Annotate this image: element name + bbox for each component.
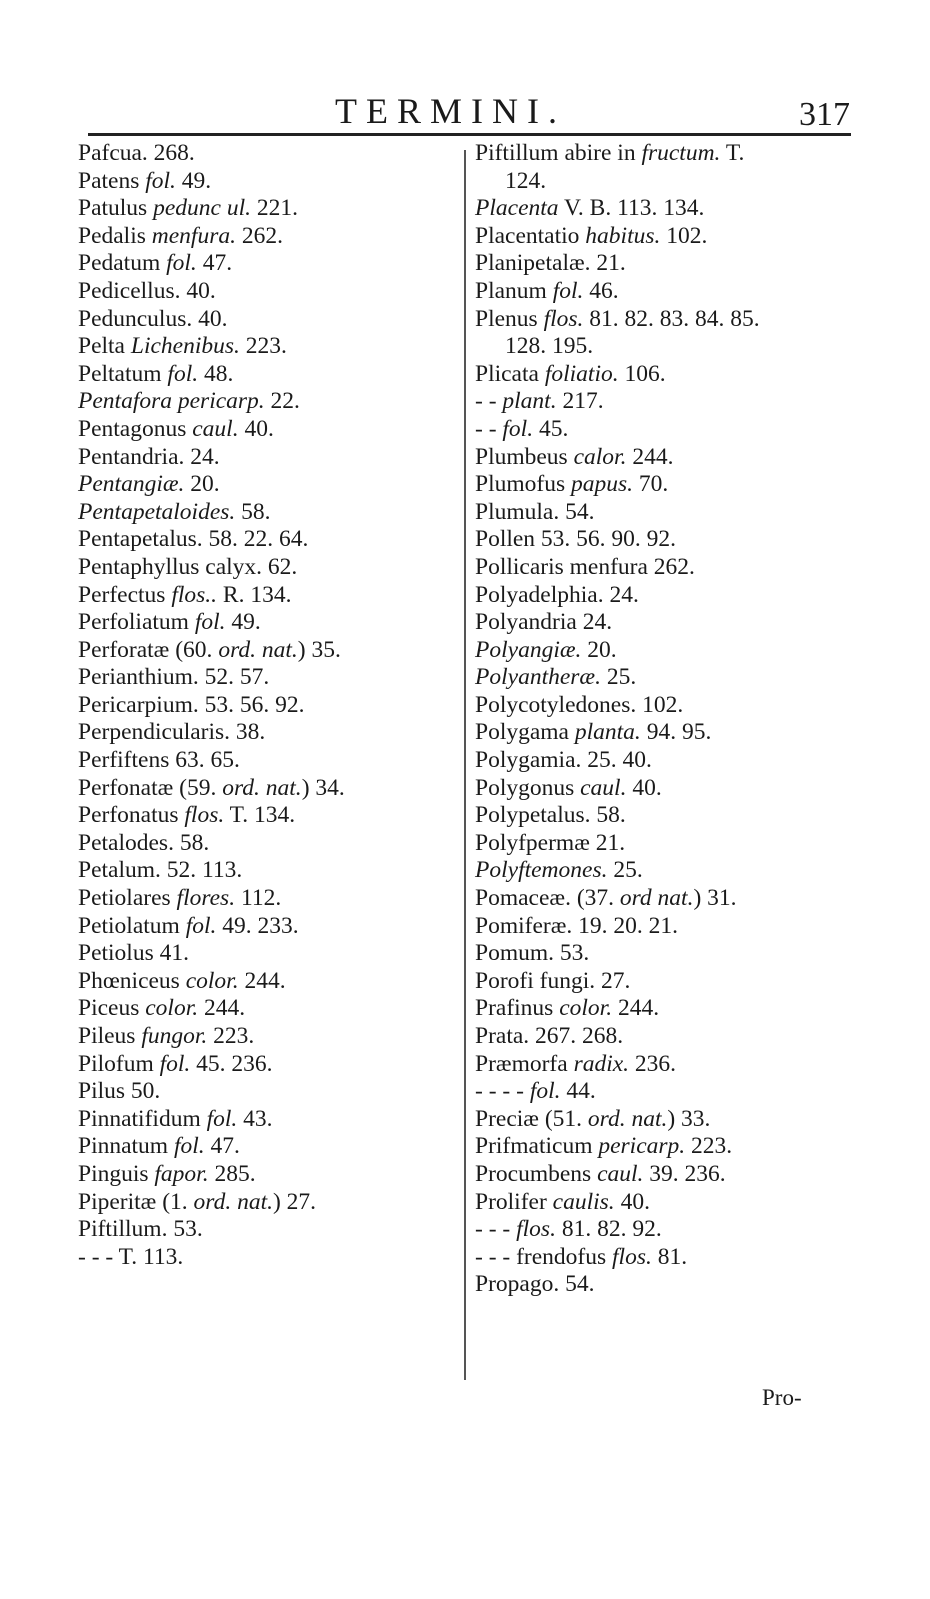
entry-italic-text: radix. bbox=[573, 1050, 630, 1077]
entry-text: Pedicellus. 40. bbox=[78, 277, 216, 304]
index-entry bbox=[78, 1161, 458, 1189]
entry-text: 223. bbox=[239, 333, 287, 360]
entry-text: Perfectus bbox=[78, 581, 172, 608]
entry-text: T. bbox=[720, 140, 745, 166]
entry-text: Prafinus bbox=[475, 995, 560, 1022]
index-entry bbox=[475, 582, 855, 610]
index-entry bbox=[78, 499, 458, 527]
entry-italic-text: flores. bbox=[176, 885, 236, 912]
entry-text: 58. bbox=[235, 498, 271, 525]
entry-italic-text: Polyftemones. bbox=[475, 857, 608, 884]
index-entry bbox=[78, 885, 458, 913]
index-entry bbox=[475, 1023, 855, 1051]
index-entry bbox=[475, 1216, 855, 1244]
entry-italic-text: caul. bbox=[580, 774, 627, 801]
entry-text: Pafcua. 268. bbox=[78, 140, 195, 166]
page-title: TERMINI. bbox=[335, 91, 566, 131]
entry-text: Pomaceæ. (37. bbox=[475, 885, 620, 912]
index-entry bbox=[475, 1161, 855, 1189]
entry-text: 40. bbox=[614, 1188, 650, 1215]
entry-text: 128. 195. bbox=[505, 333, 594, 360]
index-entry bbox=[475, 306, 855, 334]
entry-text: 244. bbox=[238, 967, 286, 994]
entry-text: Petiolares bbox=[78, 885, 177, 912]
entry-text: Pinguis bbox=[78, 1160, 155, 1187]
entry-italic-text: fol. bbox=[206, 1105, 238, 1132]
entry-italic-text: Polyantheræ. bbox=[475, 664, 601, 691]
entry-text: Plicata bbox=[475, 360, 545, 387]
entry-text: ) 33. bbox=[667, 1105, 711, 1132]
entry-italic-text: fol. bbox=[529, 1078, 561, 1105]
entry-italic-text: ord. nat. bbox=[222, 774, 302, 801]
index-entry bbox=[78, 444, 458, 472]
index-entry bbox=[78, 830, 458, 858]
entry-text: 44. bbox=[560, 1078, 596, 1105]
entry-text: Polygamia. 25. 40. bbox=[475, 747, 652, 774]
entry-text: Placentatio bbox=[475, 222, 586, 249]
entry-text: 70. bbox=[633, 471, 669, 498]
entry-text: 124. bbox=[505, 167, 547, 194]
entry-text: Pentagonus bbox=[78, 415, 193, 442]
catchword: Pro- bbox=[762, 1385, 802, 1410]
index-entry bbox=[475, 940, 855, 968]
index-entry bbox=[78, 940, 458, 968]
entry-text: Pentandria. 24. bbox=[78, 443, 220, 470]
entry-text: 45. bbox=[533, 415, 569, 442]
entry-text: Pilofum bbox=[78, 1050, 160, 1077]
index-entry bbox=[78, 609, 458, 637]
entry-text: 221. bbox=[250, 195, 298, 222]
index-entry bbox=[475, 1271, 855, 1299]
header-rule bbox=[88, 133, 851, 136]
entry-text: 106. bbox=[618, 360, 666, 387]
index-entry bbox=[475, 995, 855, 1023]
index-entry bbox=[78, 223, 458, 251]
entry-italic-text: flos.. bbox=[171, 581, 218, 608]
entry-text: Pilus 50. bbox=[78, 1078, 161, 1105]
entry-text: 40. bbox=[238, 415, 274, 442]
entry-italic-text: fol. bbox=[159, 1050, 191, 1077]
entry-italic-text: fol. bbox=[552, 277, 584, 304]
entry-text: - - bbox=[475, 388, 503, 415]
entry-text: Polyfpermæ 21. bbox=[475, 829, 626, 856]
index-entry bbox=[475, 692, 855, 720]
page-number: 317 bbox=[799, 96, 850, 133]
entry-italic-text: flos. bbox=[612, 1243, 652, 1270]
entry-text: Plumbeus bbox=[475, 443, 574, 470]
column-divider bbox=[464, 150, 466, 1380]
entry-text: Præmorfa bbox=[475, 1050, 574, 1077]
entry-italic-text: fol. bbox=[502, 415, 534, 442]
entry-text: 25. bbox=[600, 664, 637, 691]
index-entry bbox=[475, 1244, 855, 1272]
entry-text: 112. bbox=[235, 885, 282, 912]
index-entry bbox=[475, 885, 855, 913]
entry-italic-text: flos. bbox=[543, 305, 584, 332]
index-entry bbox=[78, 802, 458, 830]
entry-text: Perforatæ (60. bbox=[78, 636, 219, 663]
index-entry bbox=[78, 968, 458, 996]
entry-text: Perfonatæ (59. bbox=[78, 774, 223, 801]
entry-text: Polygonus bbox=[475, 774, 581, 801]
entry-text: 81. 82. 83. 84. 85. bbox=[583, 305, 760, 332]
entry-text: 22. bbox=[264, 388, 300, 415]
index-entry bbox=[78, 637, 458, 665]
entry-text: 46. bbox=[583, 277, 619, 304]
index-entry bbox=[78, 333, 458, 361]
entry-italic-text: ord. nat. bbox=[587, 1105, 668, 1132]
entry-text: Pinnatifidum bbox=[78, 1105, 207, 1132]
index-entry bbox=[78, 857, 458, 885]
index-entry bbox=[78, 140, 458, 168]
entry-italic-text: foliatio. bbox=[544, 360, 619, 387]
index-entry bbox=[78, 913, 458, 941]
index-entry bbox=[78, 582, 458, 610]
entry-italic-text: Lichenibus. bbox=[130, 333, 240, 360]
running-header bbox=[80, 78, 850, 136]
entry-text: Patens bbox=[78, 167, 146, 194]
entry-text: 285. bbox=[208, 1160, 256, 1187]
entry-text: 49. bbox=[175, 167, 212, 194]
entry-text: Plenus bbox=[475, 305, 544, 332]
entry-text: Polyadelphia. 24. bbox=[475, 581, 639, 608]
entry-text: Pentaphyllus calyx. 62. bbox=[78, 553, 298, 580]
index-entry bbox=[78, 1023, 458, 1051]
index-entry bbox=[475, 499, 855, 527]
entry-text: 94. 95. bbox=[640, 719, 712, 746]
index-entry bbox=[475, 444, 855, 472]
entry-text: 244. bbox=[626, 443, 674, 470]
index-entry bbox=[475, 471, 855, 499]
index-entry bbox=[475, 333, 855, 361]
entry-text: Prolifer bbox=[475, 1188, 553, 1215]
entry-text: Pinnatum bbox=[78, 1133, 174, 1160]
index-column-right bbox=[475, 140, 855, 1299]
index-entry bbox=[78, 471, 458, 499]
entry-text: Perpendicularis. 38. bbox=[78, 719, 266, 746]
entry-text: ) 34. bbox=[301, 774, 345, 801]
entry-text: Phœniceus bbox=[78, 967, 186, 994]
entry-text: T. 134. bbox=[224, 802, 296, 829]
entry-text: Pileus bbox=[78, 1023, 142, 1049]
entry-italic-text: ord. nat. bbox=[193, 1188, 273, 1215]
entry-italic-text: habitus. bbox=[585, 222, 661, 249]
entry-text: 81. 82. 92. bbox=[555, 1216, 662, 1243]
entry-italic-text: papus. bbox=[570, 471, 634, 498]
entry-text: Pollen 53. 56. 90. 92. bbox=[475, 526, 677, 553]
entry-text: Perfiftens 63. 65. bbox=[78, 747, 240, 774]
entry-text: 236. bbox=[629, 1050, 677, 1077]
index-entry bbox=[475, 250, 855, 278]
entry-text: ) 35. bbox=[297, 636, 341, 663]
entry-italic-text: Placenta bbox=[475, 195, 559, 222]
index-entry bbox=[475, 278, 855, 306]
index-entry bbox=[475, 1133, 855, 1161]
entry-italic-text: Pentangiæ. bbox=[78, 471, 185, 498]
entry-text: Polycotyledones. 102. bbox=[475, 691, 684, 718]
entry-italic-text: ord. nat. bbox=[218, 636, 298, 663]
entry-text: Perianthium. 52. 57. bbox=[78, 664, 270, 691]
index-entry bbox=[475, 1189, 855, 1217]
entry-italic-text: color. bbox=[559, 995, 613, 1022]
entry-text: - - - T. 113. bbox=[78, 1243, 184, 1270]
entry-italic-text: planta. bbox=[574, 719, 641, 746]
index-entry bbox=[475, 747, 855, 775]
entry-italic-text: Pentapetaloides. bbox=[78, 498, 236, 525]
entry-italic-text: pedunc ul. bbox=[153, 195, 251, 222]
index-entry bbox=[475, 830, 855, 858]
entry-text: Preciæ (51. bbox=[475, 1105, 588, 1132]
entry-italic-text: plant. bbox=[502, 388, 557, 415]
index-entry bbox=[78, 775, 458, 803]
index-entry bbox=[475, 388, 855, 416]
entry-italic-text: ord nat. bbox=[619, 885, 694, 912]
entry-text: Polyandria 24. bbox=[475, 609, 613, 636]
index-entry bbox=[78, 168, 458, 196]
entry-text: - - - bbox=[475, 1216, 517, 1243]
index-entry bbox=[475, 168, 855, 196]
entry-text: Plumula. 54. bbox=[475, 498, 595, 525]
index-entry bbox=[78, 195, 458, 223]
entry-text: Pomiferæ. 19. 20. 21. bbox=[475, 912, 679, 939]
entry-italic-text: color. bbox=[145, 995, 199, 1022]
entry-italic-text: flos. bbox=[184, 802, 225, 829]
index-entry bbox=[78, 1051, 458, 1079]
entry-text: Petiolus 41. bbox=[78, 940, 189, 967]
entry-text: R. 134. bbox=[217, 581, 292, 608]
entry-italic-text: caul. bbox=[192, 415, 239, 442]
entry-text: - - - - bbox=[475, 1078, 530, 1105]
entry-text: Procumbens bbox=[475, 1160, 598, 1187]
index-entry bbox=[78, 278, 458, 306]
entry-italic-text: fructum. bbox=[641, 140, 721, 166]
entry-text: Pericarpium. 53. 56. 92. bbox=[78, 691, 305, 718]
index-entry bbox=[475, 361, 855, 389]
entry-italic-text: pericarp. bbox=[598, 1133, 686, 1160]
index-entry bbox=[475, 637, 855, 665]
index-entry bbox=[78, 664, 458, 692]
entry-text: Perfoliatum bbox=[78, 609, 195, 636]
entry-text: 102. bbox=[660, 222, 708, 249]
entry-text: 20. bbox=[581, 636, 617, 663]
index-entry bbox=[78, 554, 458, 582]
entry-text: Prata. 267. 268. bbox=[475, 1023, 624, 1049]
entry-italic-text: fol. bbox=[185, 912, 217, 939]
entry-text: Piftillum. 53. bbox=[78, 1216, 203, 1243]
entry-text: ) 31. bbox=[693, 885, 737, 912]
entry-text: 25. bbox=[607, 857, 643, 884]
entry-text: Pollicaris menfura 262. bbox=[475, 553, 695, 580]
index-entry bbox=[78, 526, 458, 554]
index-entry bbox=[475, 1078, 855, 1106]
index-entry bbox=[78, 719, 458, 747]
index-entry bbox=[78, 1133, 458, 1161]
entry-text: Propago. 54. bbox=[475, 1271, 595, 1298]
index-entry bbox=[78, 306, 458, 334]
entry-text: - - - frendofus bbox=[475, 1243, 613, 1270]
entry-italic-text: fol. bbox=[167, 360, 199, 387]
index-entry bbox=[78, 692, 458, 720]
entry-italic-text: flos. bbox=[516, 1216, 556, 1243]
index-entry bbox=[78, 995, 458, 1023]
index-entry bbox=[475, 416, 855, 444]
index-entry bbox=[475, 664, 855, 692]
entry-text: Piceus bbox=[78, 995, 146, 1022]
entry-text: Planum bbox=[475, 277, 553, 304]
index-entry bbox=[78, 388, 458, 416]
index-entry bbox=[78, 416, 458, 444]
entry-text: V. B. 113. 134. bbox=[558, 195, 705, 222]
entry-text: 49. 233. bbox=[216, 912, 299, 939]
entry-italic-text: fol. bbox=[145, 167, 176, 194]
index-entry bbox=[475, 1106, 855, 1134]
entry-italic-text: Polyangiæ. bbox=[475, 636, 582, 663]
entry-text: Piperitæ (1. bbox=[78, 1188, 194, 1215]
index-entry bbox=[475, 140, 855, 168]
index-entry bbox=[78, 250, 458, 278]
entry-text: 48. bbox=[198, 360, 234, 387]
index-entry bbox=[475, 1051, 855, 1079]
index-entry bbox=[475, 719, 855, 747]
entry-italic-text: fungor. bbox=[141, 1023, 208, 1049]
entry-text: Pelta bbox=[78, 333, 131, 360]
index-entry bbox=[78, 1244, 458, 1272]
entry-italic-text: color. bbox=[185, 967, 239, 994]
entry-text: 49. bbox=[225, 609, 261, 636]
index-entry bbox=[78, 361, 458, 389]
entry-text: Peltatum bbox=[78, 360, 168, 387]
entry-text: Perfonatus bbox=[78, 802, 185, 829]
index-entry bbox=[78, 747, 458, 775]
entry-text: Porofi fungi. 27. bbox=[475, 967, 631, 994]
index-entry bbox=[475, 775, 855, 803]
index-entry bbox=[475, 526, 855, 554]
entry-italic-text: menfura. bbox=[151, 222, 236, 249]
index-entry bbox=[475, 968, 855, 996]
entry-italic-text: caulis. bbox=[552, 1188, 615, 1215]
entry-text: 262. bbox=[235, 222, 283, 249]
index-entry bbox=[475, 554, 855, 582]
index-entry bbox=[475, 223, 855, 251]
index-entry bbox=[78, 1106, 458, 1134]
entry-text: 45. 236. bbox=[190, 1050, 273, 1077]
entry-text: 47. bbox=[204, 1133, 240, 1160]
index-entry bbox=[78, 1078, 458, 1106]
index-entry bbox=[78, 1189, 458, 1217]
entry-text: - - bbox=[475, 415, 503, 442]
entry-italic-text: fapor. bbox=[154, 1160, 209, 1187]
entry-text: Patulus bbox=[78, 195, 154, 222]
entry-text: 20. bbox=[184, 471, 220, 498]
entry-text: Pedalis bbox=[78, 222, 152, 249]
entry-text: Pedatum bbox=[78, 250, 167, 277]
entry-text: Planipetalæ. 21. bbox=[475, 250, 626, 277]
entry-italic-text: caul. bbox=[597, 1160, 644, 1187]
index-entry bbox=[475, 913, 855, 941]
index-entry bbox=[475, 609, 855, 637]
entry-italic-text: fol. bbox=[173, 1133, 205, 1160]
entry-text: 81. bbox=[651, 1243, 688, 1270]
entry-text: Pedunculus. 40. bbox=[78, 305, 228, 332]
entry-text: 217. bbox=[556, 388, 604, 415]
index-entry bbox=[475, 802, 855, 830]
entry-text: Piftillum abire in bbox=[475, 140, 642, 166]
entry-text: Petalum. 52. 113. bbox=[78, 857, 243, 884]
entry-text: 47. bbox=[196, 250, 233, 277]
index-column-left bbox=[78, 140, 458, 1271]
entry-text: 223. bbox=[207, 1023, 255, 1049]
entry-italic-text: fol. bbox=[166, 250, 197, 277]
entry-text: 39. 236. bbox=[643, 1160, 726, 1187]
entry-italic-text: calor. bbox=[573, 443, 627, 470]
entry-text: 43. bbox=[237, 1105, 273, 1132]
entry-text: Pentapetalus. 58. 22. 64. bbox=[78, 526, 309, 553]
entry-text: ) 27. bbox=[272, 1188, 317, 1215]
entry-text: Pomum. 53. bbox=[475, 940, 590, 967]
index-entry bbox=[475, 195, 855, 223]
entry-italic-text: Pentafora pericarp. bbox=[78, 388, 265, 415]
index-entry bbox=[475, 857, 855, 885]
entry-italic-text: fol. bbox=[194, 609, 226, 636]
entry-text: Petiolatum bbox=[78, 912, 186, 939]
entry-text: Prifmaticum bbox=[475, 1133, 599, 1160]
entry-text: 244. bbox=[198, 995, 246, 1022]
entry-text: 223. bbox=[685, 1133, 733, 1160]
entry-text: Plumofus bbox=[475, 471, 571, 498]
index-entry bbox=[78, 1216, 458, 1244]
entry-text: 244. bbox=[612, 995, 660, 1022]
entry-text: Polygama bbox=[475, 719, 575, 746]
entry-text: 40. bbox=[626, 774, 662, 801]
entry-text: Polypetalus. 58. bbox=[475, 802, 626, 829]
entry-text: Petalodes. 58. bbox=[78, 829, 210, 856]
